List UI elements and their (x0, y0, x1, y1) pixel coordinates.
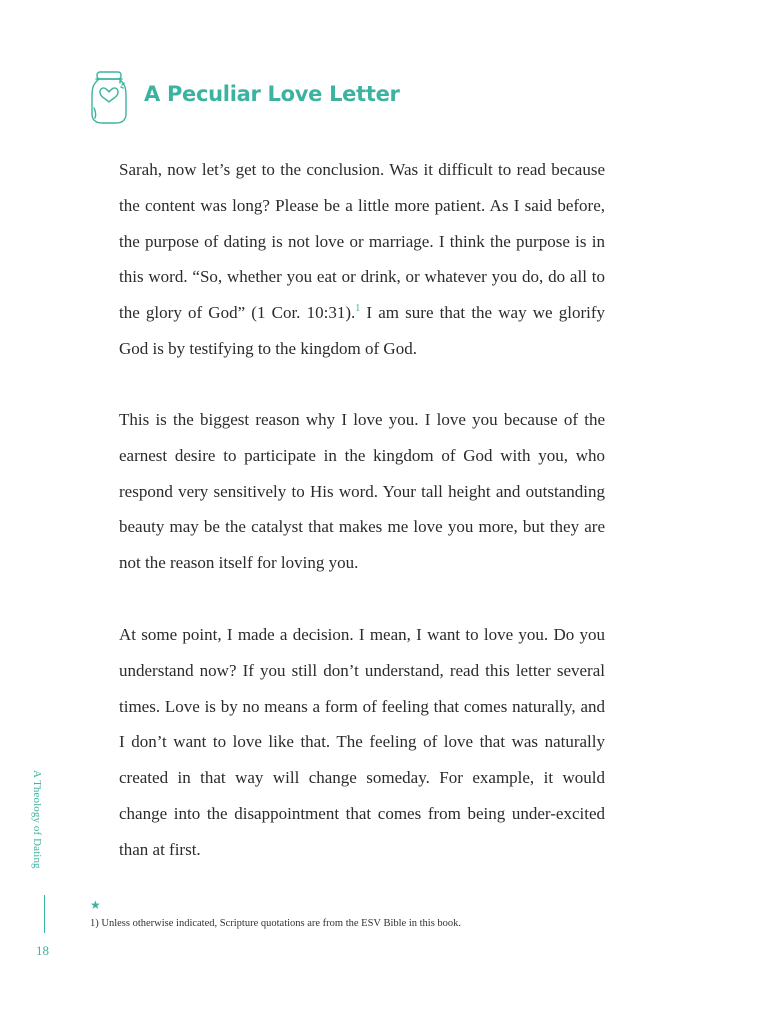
paragraph-1-text: Sarah, now let’s get to the conclusion. Was it difficult to read because the content was long? Please be a little more patient. As I said before, the purpose of dating is not love or marriage. I think the purpose is in this word. “So, whether you eat or drink, or whatever you do, do all to the glory of God” (1 Cor. 10:31). (119, 160, 605, 323)
footnote-star-icon: ★ (90, 898, 101, 912)
paragraph-2 (119, 402, 605, 581)
paragraph-1 (119, 152, 605, 367)
footnote-reference[interactable]: 1 (355, 303, 361, 315)
book-title-running-head: A Theology of Dating (31, 770, 43, 869)
footnote-text: 1) Unless otherwise indicated, Scripture quotations are from the ESV Bible in this book. (90, 918, 462, 929)
page-number: 18 (36, 943, 49, 958)
heart-jar-icon (88, 70, 130, 126)
page-title: A Peculiar Love Letter (144, 82, 400, 106)
paragraph-3 (119, 617, 605, 868)
paragraph-3-text: At some point, I made a decision. I mean, I want to love you. Do you understand now? If you still don’t understand, read this letter several times. Love is by no means a form of feeling that comes naturally, and I don’t want to love like that. The feeling of love that was naturally created in that way will change someday. For example, it would change into the disappointment that comes from being under-excited than at first. (119, 625, 605, 859)
paragraph-2-text: This is the biggest reason why I love you. I love you because of the earnest desire to participate in the kingdom of God with you, who respond very sensitively to His word. Your tall height and outstanding beauty may be the catalyst that makes me love you more, but they are not the reason itself for loving you. (119, 410, 605, 573)
margin-divider (44, 895, 45, 933)
paragraph-1-continuation: I am sure that the way we glorify God is by testifying to the kingdom of God. (119, 303, 605, 358)
